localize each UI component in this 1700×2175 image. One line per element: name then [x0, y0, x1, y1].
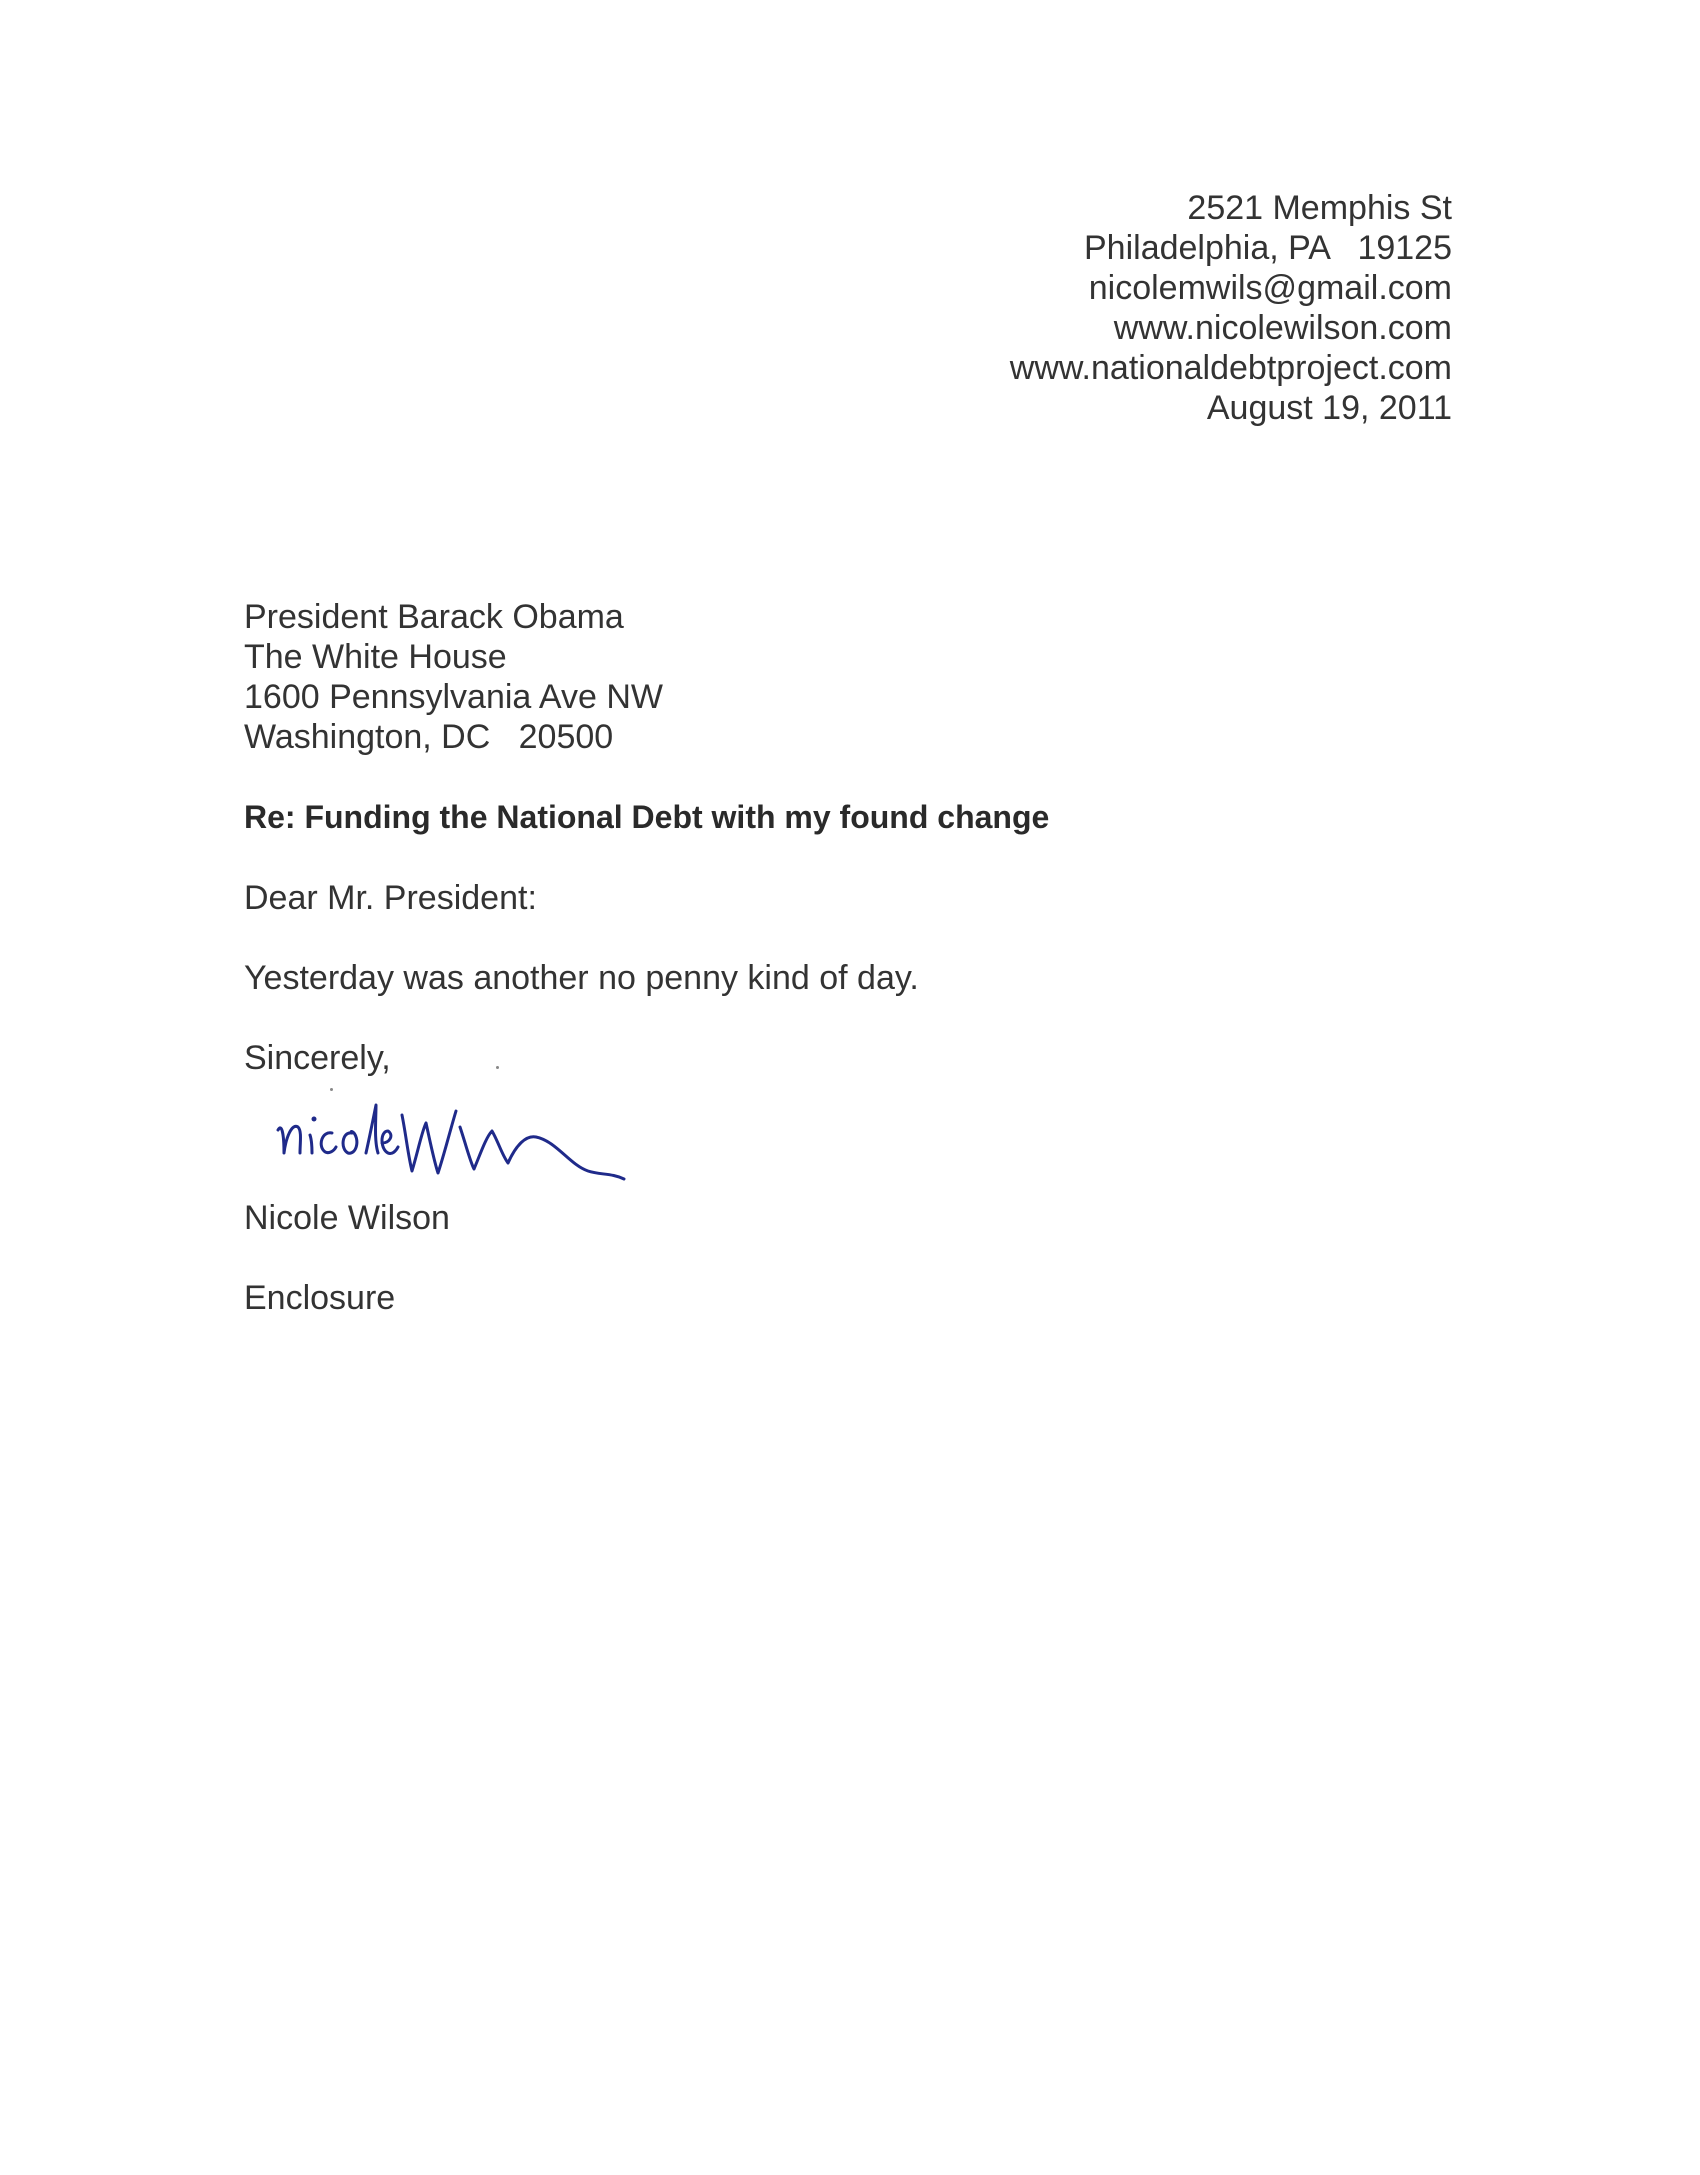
sender-street: 2521 Memphis St — [1187, 189, 1452, 227]
recipient-name: President Barack Obama — [244, 598, 624, 636]
signer-name: Nicole Wilson — [244, 1199, 450, 1237]
enclosure-label: Enclosure — [244, 1279, 396, 1317]
recipient-address-block — [244, 597, 663, 757]
scan-speck — [496, 1066, 499, 1069]
closing: Sincerely, — [244, 1039, 391, 1077]
sender-website-personal: www.nicolewilson.com — [1113, 309, 1452, 347]
sender-city-state-zip: Philadelphia, PA 19125 — [1084, 229, 1452, 267]
letter-body: Yesterday was another no penny kind of day. — [244, 959, 919, 997]
sender-email: nicolemwils@gmail.com — [1088, 269, 1452, 307]
recipient-organization: The White House — [244, 638, 507, 676]
recipient-city-state-zip: Washington, DC 20500 — [244, 718, 614, 756]
handwritten-signature — [270, 1075, 690, 1205]
sender-website-project: www.nationaldebtproject.com — [1009, 349, 1452, 387]
recipient-street: 1600 Pennsylvania Ave NW — [244, 678, 663, 716]
sender-address-block — [1010, 188, 1452, 428]
subject-line: Re: Funding the National Debt with my found change — [244, 799, 1050, 835]
letter-date: August 19, 2011 — [1206, 389, 1452, 427]
scan-speck — [330, 1088, 333, 1091]
salutation: Dear Mr. President: — [244, 879, 537, 917]
